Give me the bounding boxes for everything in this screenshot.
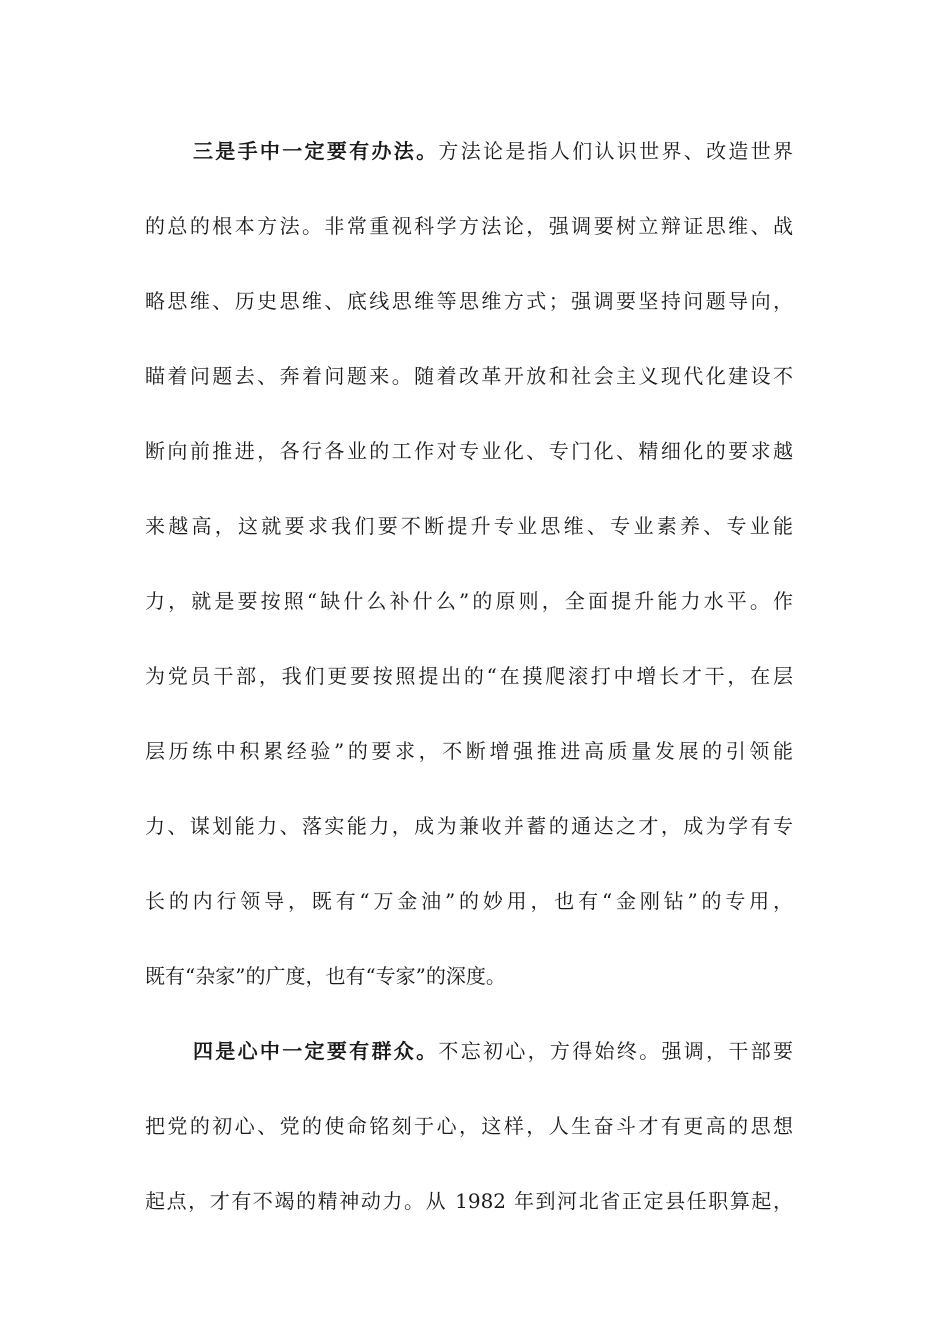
paragraph-1-line-5: 断向前推进，各行各业的工作对专业化、专门化、精细化的要求越 <box>145 439 793 463</box>
paragraph-2-lead: 四是心中一定要有群众。 <box>193 1039 439 1063</box>
paragraph-1-line-1-text: 方法论是指人们认识世界、改造世界 <box>438 139 794 163</box>
paragraph-2-line-1-text: 不忘初心，方得始终。强调，干部要 <box>438 1039 794 1063</box>
paragraph-1-line-6: 来越高，这就要求我们要不断提升专业思维、专业素养、专业能 <box>145 514 793 538</box>
paragraph-1-line-8: 为党员干部，我们更要按照提出的“在摸爬滚打中增长才干，在层 <box>145 664 793 688</box>
paragraph-1-line-10: 力、谋划能力、落实能力，成为兼收并蓄的通达之才，成为学有专 <box>145 814 793 838</box>
paragraph-1-line-2: 的总的根本方法。非常重视科学方法论，强调要树立辩证思维、战 <box>145 214 793 238</box>
paragraph-1-lead: 三是手中一定要有办法。 <box>193 139 439 163</box>
paragraph-1-line-4: 瞄着问题去、奔着问题来。随着改革开放和社会主义现代化建设不 <box>145 364 793 388</box>
paragraph-2-line-3: 起点，才有不竭的精神动力。从 1982 年到河北省正定县任职算起， <box>145 1189 793 1213</box>
paragraph-1-line-11: 长的内行领导，既有“万金油”的妙用，也有“金刚钻”的专用， <box>145 889 793 913</box>
paragraph-2-line-2: 把党的初心、党的使命铭刻于心，这样，人生奋斗才有更高的思想 <box>145 1114 793 1138</box>
paragraph-1-line-1 <box>193 131 793 171</box>
paragraph-1-line-9: 层历练中积累经验”的要求，不断增强推进高质量发展的引领能 <box>145 739 793 763</box>
paragraph-1-line-12: 既有“杂家”的广度，也有“专家”的深度。 <box>145 964 506 988</box>
paragraph-1-line-7: 力，就是要按照“缺什么补什么”的原则，全面提升能力水平。作 <box>145 589 793 613</box>
paragraph-1-line-3: 略思维、历史思维、底线思维等思维方式；强调要坚持问题导向， <box>145 289 793 313</box>
paragraph-2-line-1 <box>193 1031 793 1071</box>
